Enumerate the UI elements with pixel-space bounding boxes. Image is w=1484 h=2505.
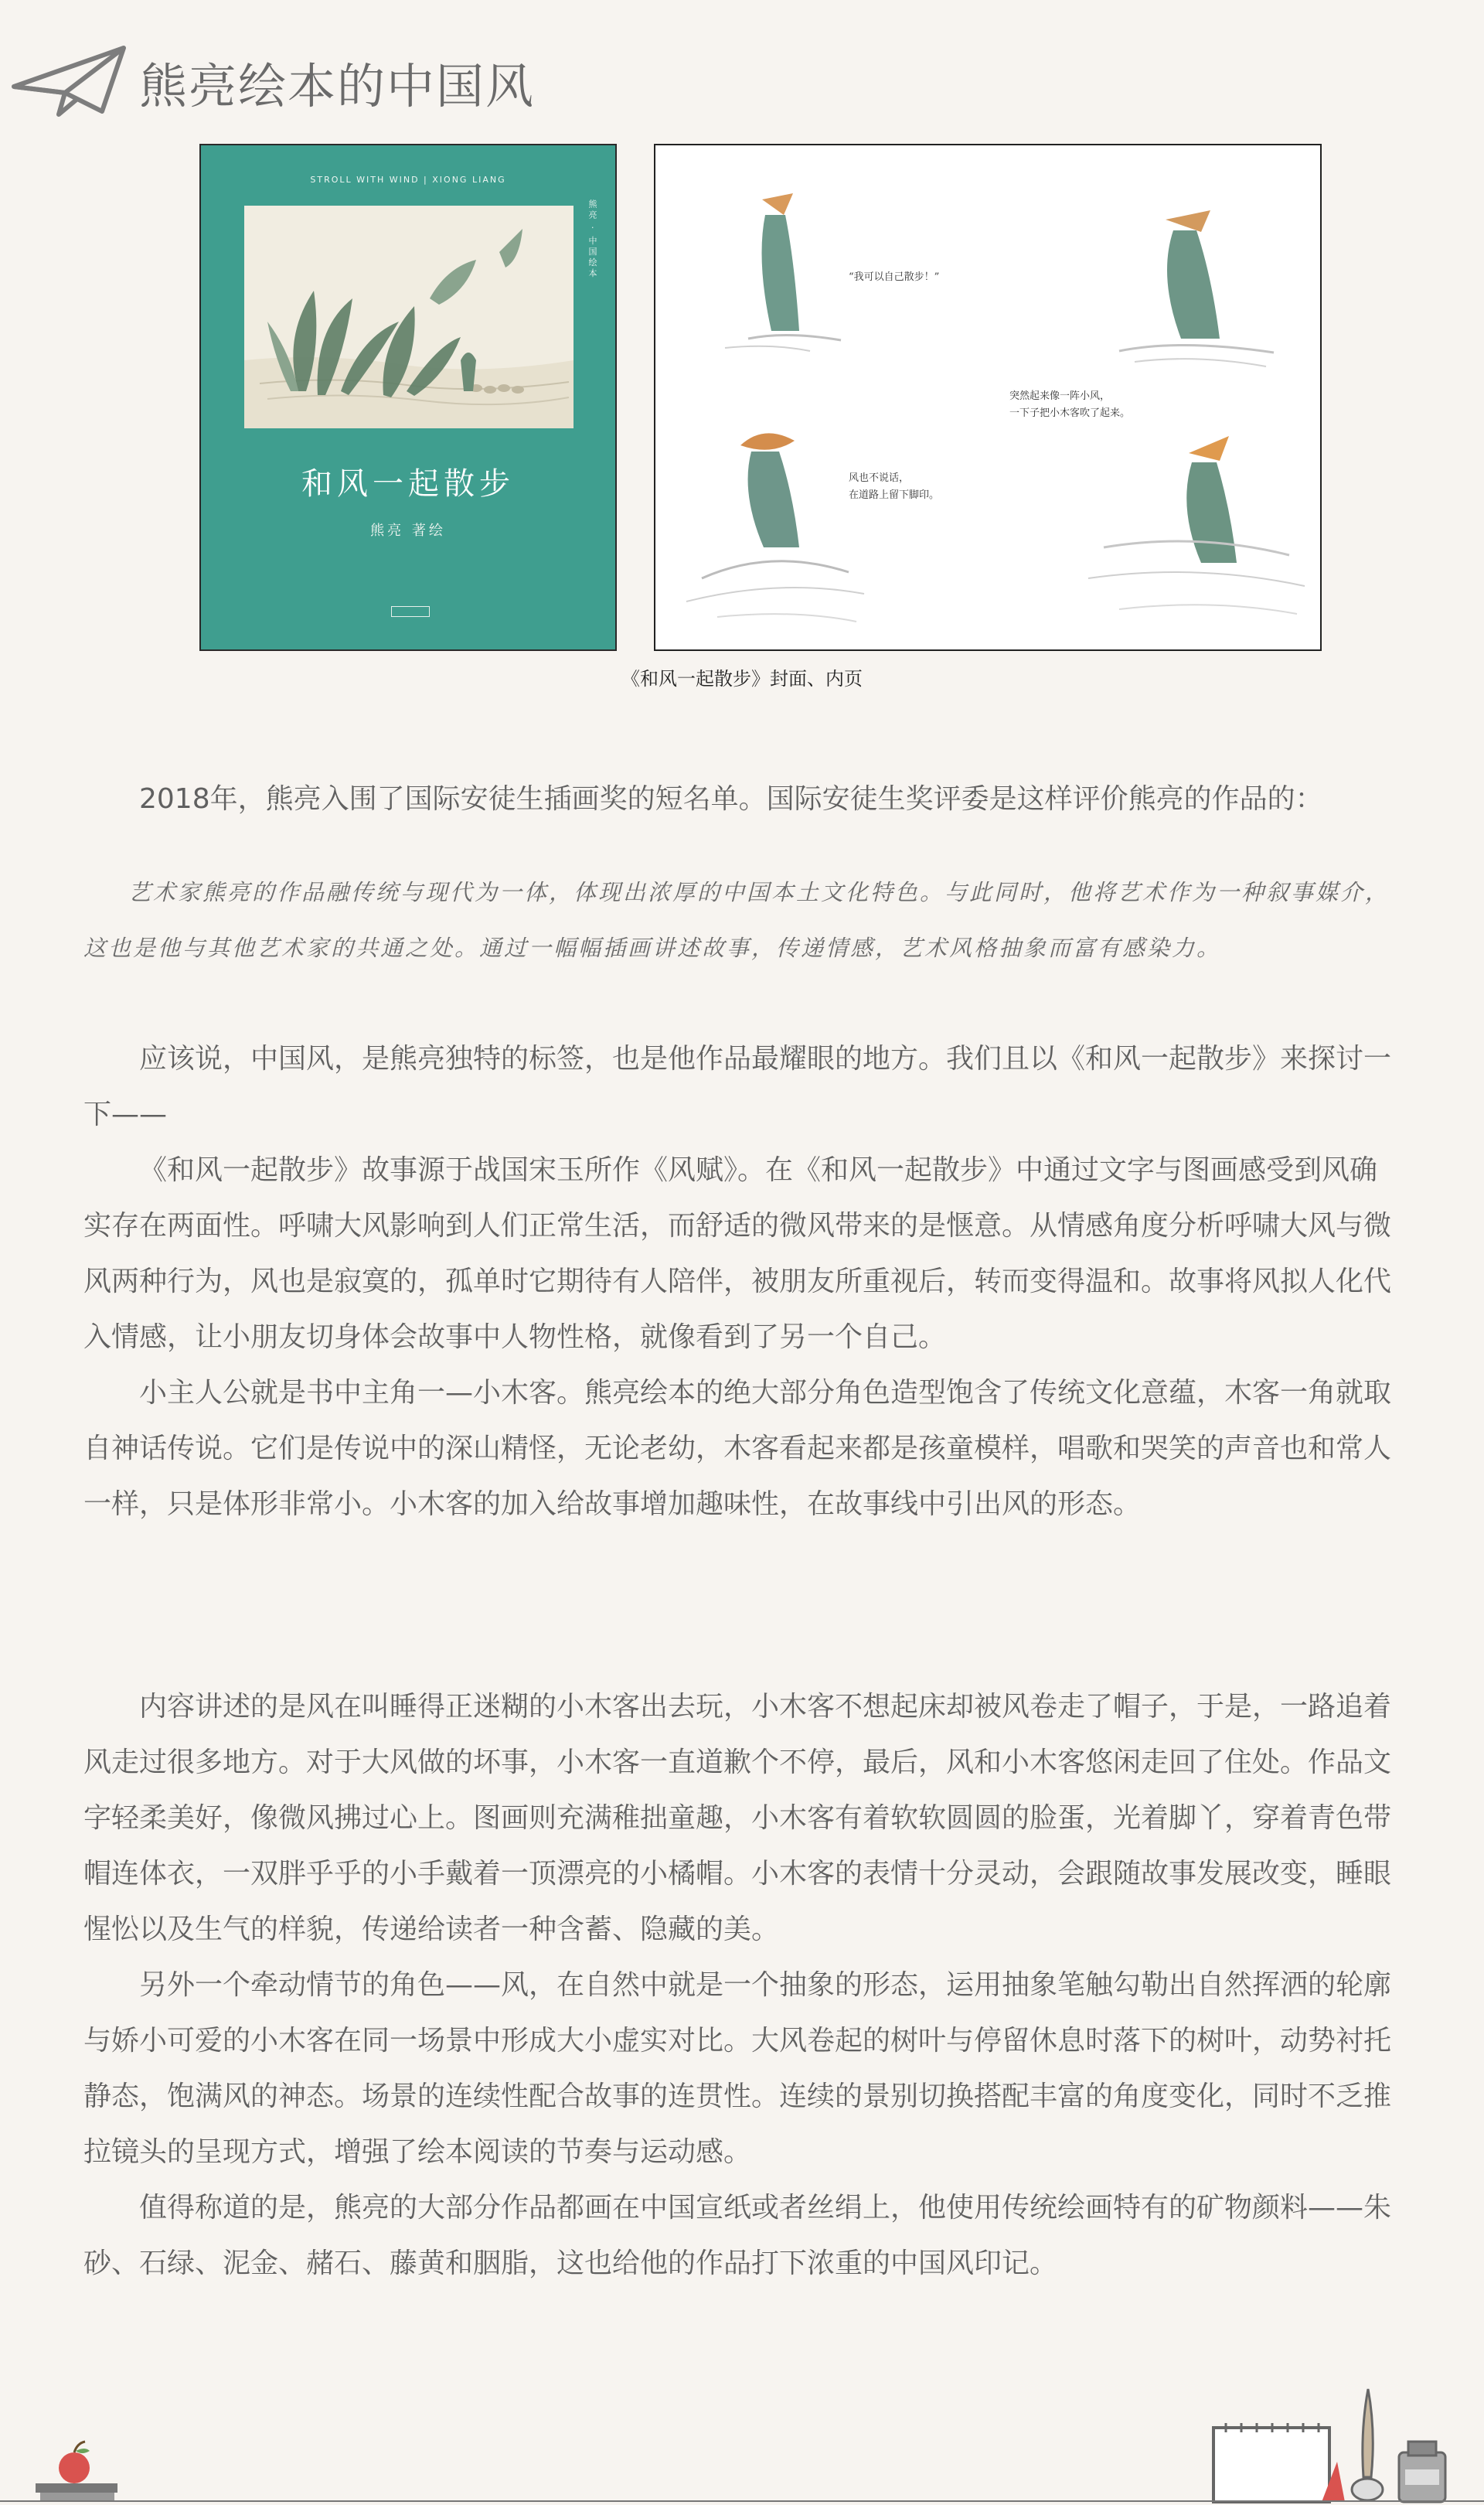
article-body-block-1 <box>83 1031 1399 1532</box>
jury-quote: 艺术家熊亮的作品融传统与现代为一体，体现出浓厚的中国本土文化特色。与此同时，他将艺术作为一种叙事媒介，这也是他与其他艺术家的共通之处。通过一幅幅插画讲述故事，传递情感，艺术风格抽象而富有感染力。 <box>83 879 1390 961</box>
inner-caption-2-line2: 一下子把小木客吹了起来。 <box>1009 407 1131 419</box>
book-inner-page-image <box>654 144 1322 651</box>
cover-author: 熊亮 著绘 <box>370 523 446 539</box>
paragraph-2: 《和风一起散步》故事源于战国宋玉所作《风赋》。在《和风一起散步》中通过文字与图画感受到风确实存在两面性。呼啸大风影响到人们正常生活，而舒适的微风带来的是惬意。从情感角度分析呼啸大风与微风两种行为，风也是寂寞的，孤单时它期待有人陪伴，被朋友所重视后，转而变得温和。故事将风拟人化代入情感，让小朋友切身体会故事中人物性格，就像看到了另一个自己。 <box>83 1154 1392 1353</box>
cover-title: 和风一起散步 <box>301 466 515 502</box>
figure-top-left <box>725 193 841 351</box>
figure-caption: 《和风一起散步》封面、内页 <box>621 668 863 690</box>
intro-paragraph: 2018年，熊亮入围了国际安徒生插画奖的短名单。国际安徒生奖评委是这样评价熊亮的作品的： <box>139 783 1323 815</box>
inner-caption-2-line1: 突然起来像一阵小风， <box>1009 390 1111 402</box>
inner-caption-3-line2: 在道路上留下脚印。 <box>849 489 940 501</box>
paragraph-3: 小主人公就是书中主角一—小木客。熊亮绘本的绝大部分角色造型饱含了传统文化意蕴，木客一角就取自神话传说。它们是传说中的深山精怪，无论老幼，木客看起来都是孩童模样，唱歌和哭笑的声音也和常人一样，只是体形非常小。小木客的加入给故事增加趣味性，在故事线中引出风的形态。 <box>83 1377 1392 1520</box>
book-cover-image <box>199 144 617 651</box>
article-body-block-2 <box>83 1679 1399 2292</box>
inner-caption-3-line1: 风也不说话， <box>849 472 910 484</box>
footer-decoration <box>0 2366 1484 2505</box>
paragraph-1: 应该说，中国风，是熊亮独特的标签，也是他作品最耀眼的地方。我们且以《和风一起散步》来探讨一下—— <box>83 1043 1392 1130</box>
footer-divider <box>0 2500 1484 2502</box>
inner-caption-2 <box>1009 388 1130 422</box>
inner-caption-3 <box>849 470 939 504</box>
stationery-icon <box>1206 2384 1469 2503</box>
page-title: 熊亮绘本的中国风 <box>139 58 536 114</box>
cover-side-text: 熊亮 · 中国绘本 <box>587 199 597 280</box>
paragraph-5: 另外一个牵动情节的角色——风，在自然中就是一个抽象的形态，运用抽象笔触勾勒出自然挥洒的轮廓与娇小可爱的小木客在同一场景中形成大小虚实对比。大风卷起的树叶与停留休息时落下的树叶，动势衬托静态，饱满风的神态。场景的连续性配合故事的连贯性。连续的景别切换搭配丰富的角度变化，同时不乏推拉镜头的呈现方式，增强了绘本阅读的节奏与运动感。 <box>83 1969 1392 2168</box>
publisher-logo <box>391 606 430 617</box>
cover-english-title: STROLL WITH WIND | XIONG LIANG <box>310 175 506 185</box>
article-intro-block <box>83 772 1399 827</box>
figure-top-right <box>1119 210 1274 366</box>
inner-caption-1: “我可以自己散步！” <box>849 271 940 283</box>
section-header <box>11 37 938 122</box>
figure-bottom-right <box>1088 436 1305 614</box>
apple-books-icon <box>31 2434 124 2503</box>
paper-plane-icon <box>11 43 127 118</box>
paragraph-6: 值得称道的是，熊亮的大部分作品都画在中国宣纸或者丝绢上，他使用传统绘画特有的矿物颜料——朱砂、石绿、泥金、赭石、藤黄和胭脂，这也给他的作品打下浓重的中国风印记。 <box>83 2192 1392 2279</box>
plants-illustration <box>244 206 574 428</box>
cover-illustration <box>244 206 574 428</box>
inner-page-illustration <box>655 145 1320 649</box>
paragraph-4: 内容讲述的是风在叫睡得正迷糊的小木客出去玩，小木客不想起床却被风卷走了帽子，于是，一路追着风走过很多地方。对于大风做的坏事，小木客一直道歉个不停，最后，风和小木客悠闲走回了住处。作品文字轻柔美好，像微风拂过心上。图画则充满稚拙童趣，小木客有着软软圆圆的脸蛋，光着脚丫，穿着青色带帽连体衣，一双胖乎乎的小手戴着一顶漂亮的小橘帽。小木客的表情十分灵动，会跟随故事发展改变，睡眼惺忪以及生气的样貌，传递给读者一种含蓄、隐藏的美。 <box>83 1691 1392 1945</box>
figure-bottom-left <box>686 433 864 622</box>
